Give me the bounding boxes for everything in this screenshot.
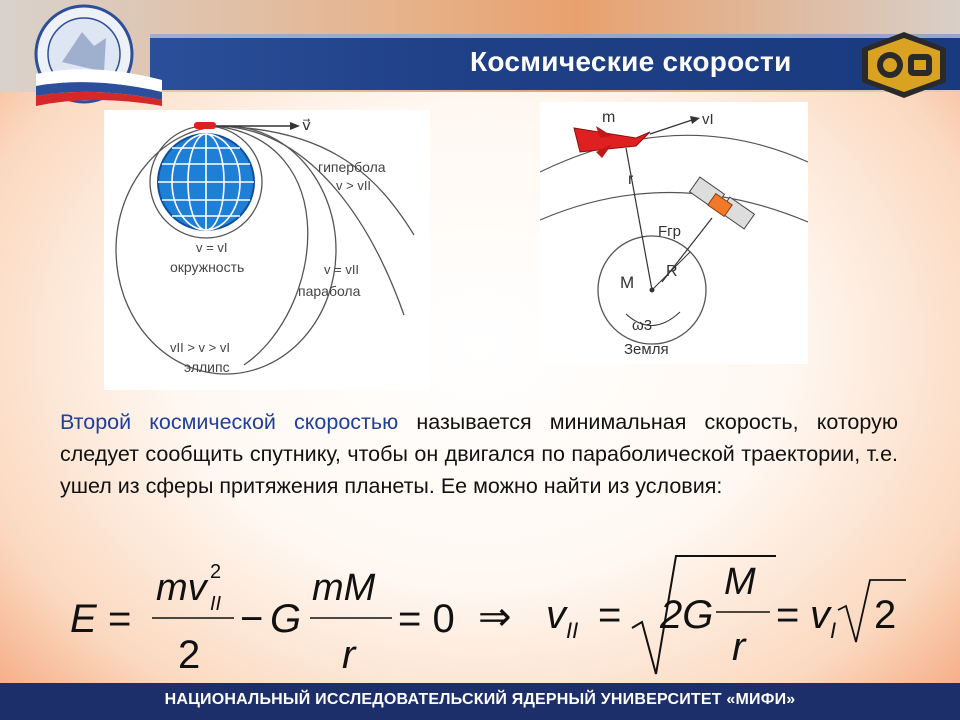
- globe-icon: [158, 134, 254, 230]
- formula-r2: r: [732, 625, 746, 669]
- earth-label: Земля: [624, 341, 669, 358]
- velocity-label: vI: [702, 111, 714, 128]
- mephi-cube-logo-icon: [858, 30, 950, 100]
- radius-line: [626, 148, 652, 290]
- definition-paragraph: [60, 406, 898, 502]
- gravity-diagram: [540, 102, 808, 364]
- hyperbola-condition: v > vII: [336, 178, 372, 193]
- hyperbola-label: гипербола: [318, 159, 386, 175]
- formula-eq-zero: = 0: [398, 597, 455, 641]
- formula-r: r: [342, 633, 356, 677]
- velocity-label: v⃗: [302, 117, 311, 134]
- earth-mass-label: M: [620, 273, 635, 292]
- radius-label: r: [628, 171, 634, 188]
- omega-label: ω3: [632, 317, 653, 334]
- ellipse-label: эллипс: [184, 359, 230, 375]
- formula-vI: v: [810, 593, 830, 637]
- circle-condition: v = vI: [196, 240, 228, 255]
- orbit-types-diagram: [104, 110, 430, 390]
- formula-sub-II: II: [210, 593, 222, 615]
- formula-eq3: =: [598, 593, 622, 637]
- parabola-label: парабола: [298, 283, 361, 299]
- formula-eq1: =: [108, 597, 132, 641]
- formula-sqrt-2: 2: [874, 593, 897, 637]
- satellite-icon: [690, 177, 755, 229]
- orbit-arc-inner: [540, 192, 808, 222]
- earth-radius-label: R: [666, 263, 678, 280]
- slide-title: Космические скорости: [470, 46, 792, 77]
- formula-E: E: [70, 597, 97, 641]
- implies-arrow: ⇒: [478, 595, 512, 639]
- formula-2G: 2G: [660, 593, 714, 637]
- formula-sup-2: 2: [210, 561, 222, 583]
- ellipse-condition: vII > v > vI: [170, 340, 230, 355]
- formula-minus: −: [240, 597, 264, 641]
- parabola-condition: v = vII: [324, 262, 360, 277]
- formula-mM: mM: [312, 567, 376, 609]
- formula-vI-sub: I: [830, 618, 837, 643]
- paragraph-text: называется минимальная скорость, которую следует сообщить спутнику, чтобы он двигался по параболической траектории, т.е. ушел из сферы притяжения планеты. Ее можно найти из условия:: [60, 410, 898, 498]
- satellite-icon: [194, 122, 216, 129]
- footer-bar: [0, 683, 960, 720]
- escape-velocity-formula: [60, 548, 920, 688]
- formula-denom-2: 2: [178, 633, 201, 677]
- circle-label: окружность: [170, 259, 245, 275]
- formula-eq4: =: [776, 593, 800, 637]
- formula-M: M: [724, 561, 756, 603]
- formula-mv: mv: [156, 567, 207, 609]
- university-logo-icon: [22, 2, 168, 106]
- mass-label: m: [602, 109, 616, 126]
- formula-v-sub-II: II: [566, 618, 579, 643]
- formula-G: G: [270, 597, 302, 641]
- velocity-arrow: [650, 120, 692, 134]
- formula-v: v: [546, 593, 566, 637]
- force-label: Fгр: [658, 223, 681, 240]
- highlighted-term: Второй космической скоростью: [60, 410, 399, 434]
- footer-text: НАЦИОНАЛЬНЫЙ ИССЛЕДОВАТЕЛЬСКИЙ ЯДЕРНЫЙ УНИВЕРСИТЕТ «МИФИ»: [164, 691, 796, 708]
